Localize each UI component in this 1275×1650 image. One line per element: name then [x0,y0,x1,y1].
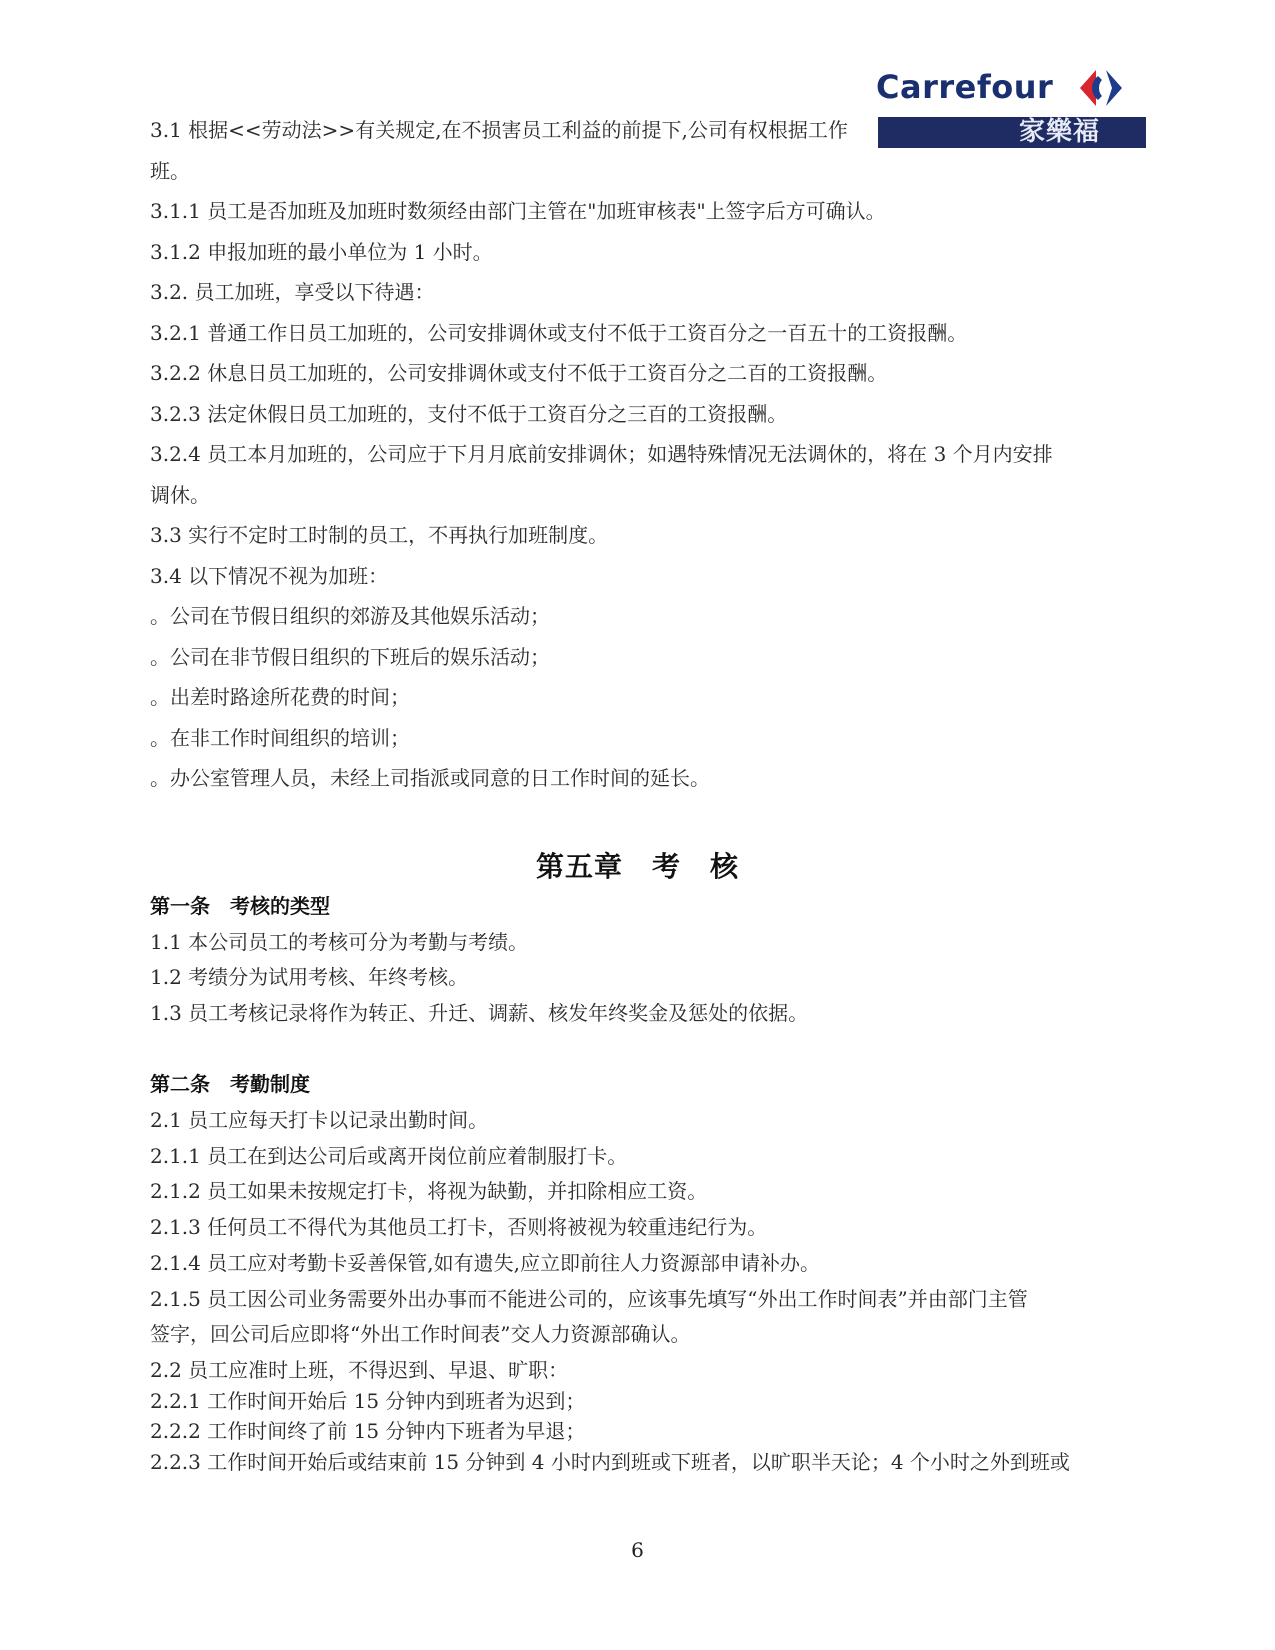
text-line: 1.3 员工考核记录将作为转正、升迁、调薪、核发年终奖金及惩处的依据。 [150,1001,809,1025]
text-line: 3.4 以下情况不视为加班： [150,564,389,588]
text-line: 调休。 [150,483,210,507]
bullet-item: 。公司在非节假日组织的下班后的娱乐活动； [150,645,550,669]
logo-banner [878,117,1146,148]
text-line: 3.2.3 法定休假日员工加班的，支付不低于工资百分之三百的工资报酬。 [150,402,788,426]
section-heading: 第一条 考核的类型 [150,894,330,918]
text-line: 3.2.4 员工本月加班的，公司应于下月月底前安排调休；如遇特殊情况无法调休的，将在 3 个月内安排 [150,442,1053,466]
text-line: 3.1 根据<<劳动法>>有关规定,在不损害员工利益的前提下,公司有权根据工作 [150,118,848,142]
carrefour-logo-icon [1076,66,1132,110]
section-heading: 第二条 考勤制度 [150,1072,310,1096]
logo-chinese-text: 家樂福 [1018,117,1100,147]
text-line: 3.1.1 员工是否加班及加班时数须经由部门主管在"加班审核表"上签字后方可确认。 [150,199,886,223]
text-line: 3.3 实行不定时工时制的员工，不再执行加班制度。 [150,523,609,547]
page-number: 6 [631,1538,644,1562]
text-line: 2.2.2 工作时间终了前 15 分钟内下班者为早退； [150,1419,586,1443]
bullet-item: 。公司在节假日组织的郊游及其他娱乐活动； [150,604,550,628]
text-line: 2.2 员工应准时上班，不得迟到、早退、旷职： [150,1358,569,1382]
text-line: 2.1.4 员工应对考勤卡妥善保管,如有遗失,应立即前往人力资源部申请补办。 [150,1251,820,1275]
text-line: 2.1 员工应每天打卡以记录出勤时间。 [150,1108,489,1132]
text-line: 3.1.2 申报加班的最小单位为 1 小时。 [150,240,493,264]
text-line: 2.2.3 工作时间开始后或结束前 15 分钟到 4 小时内到班或下班者，以旷职半天论；4 个小时之外到班或 [150,1450,1070,1474]
text-line: 2.2.1 工作时间开始后 15 分钟内到班者为迟到； [150,1389,586,1413]
chapter-title: 第五章 考 核 [535,850,739,883]
text-line: 3.2.1 普通工作日员工加班的，公司安排调休或支付不低于工资百分之一百五十的工资报酬。 [150,321,968,345]
text-line: 3.2. 员工加班，享受以下待遇： [150,280,435,304]
text-line: 3.2.2 休息日员工加班的，公司安排调休或支付不低于工资百分之二百的工资报酬。 [150,361,888,385]
text-line: 1.1 本公司员工的考核可分为考勤与考绩。 [150,930,529,954]
bullet-item: 。办公室管理人员，未经上司指派或同意的日工作时间的延长。 [150,766,710,790]
text-line: 班。 [150,159,190,183]
bullet-item: 。出差时路途所花费的时间； [150,685,410,709]
text-line: 2.1.5 员工因公司业务需要外出办事而不能进公司的，应该事先填写“外出工作时间表”并由部门主管 [150,1287,1028,1311]
text-line: 2.1.3 任何员工不得代为其他员工打卡，否则将被视为较重违纪行为。 [150,1215,768,1239]
text-line: 1.2 考绩分为试用考核、年终考核。 [150,965,469,989]
logo-brand-text: Carrefour [876,68,1054,106]
carrefour-logo [870,64,1148,152]
text-line: 2.1.1 员工在到达公司后或离开岗位前应着制服打卡。 [150,1144,628,1168]
text-line: 2.1.2 员工如果未按规定打卡，将视为缺勤，并扣除相应工资。 [150,1179,708,1203]
bullet-item: 。在非工作时间组织的培训； [150,726,410,750]
text-line: 签字，回公司后应即将“外出工作时间表”交人力资源部确认。 [150,1322,691,1346]
